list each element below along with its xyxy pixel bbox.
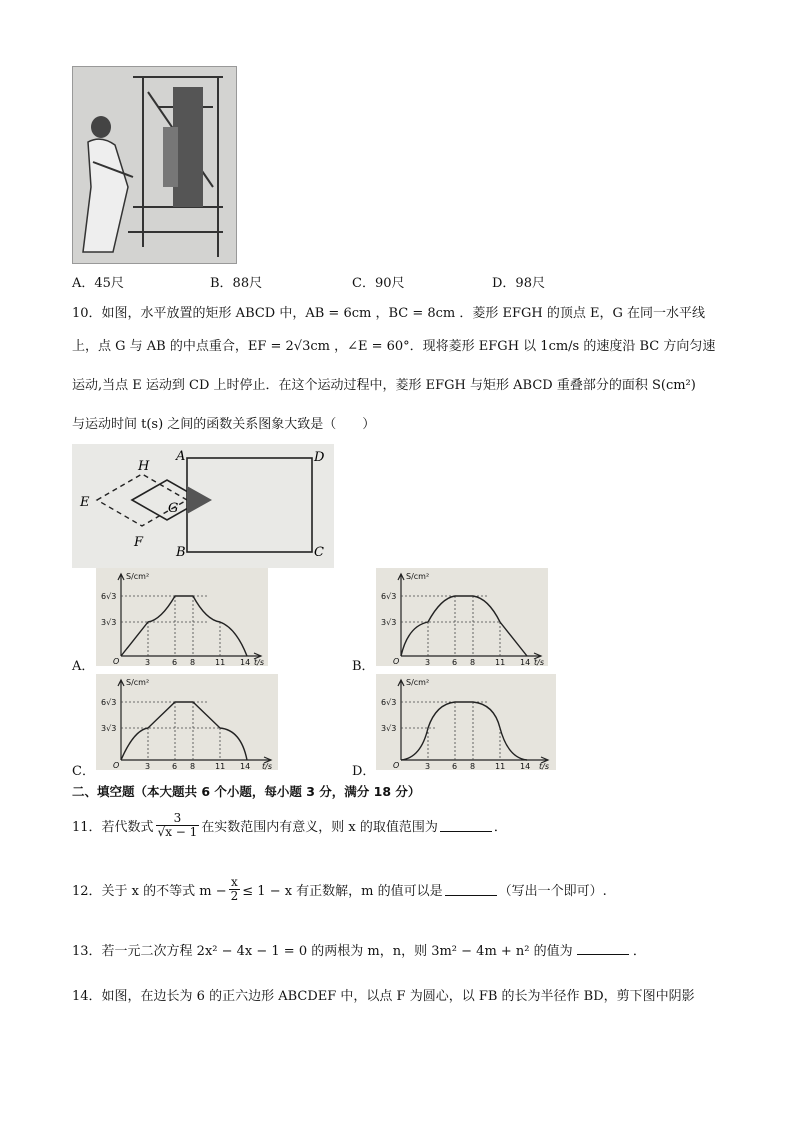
q10-line3: 运动,当点 E 运动到 CD 上时停止．在这个运动过程中，菱形 EFGH 与矩形 ABCD 重叠部分的面积 S(cm²) xyxy=(72,378,696,393)
rhombus-dashed xyxy=(97,474,187,526)
q13-text: 13．若一元二次方程 2x² − 4x − 1 = 0 的两根为 m，n，则 3m² − 4m + n² 的值为 xyxy=(72,944,573,959)
svg-text:6: 6 xyxy=(172,658,178,666)
graph-b xyxy=(376,568,548,666)
svg-text:6: 6 xyxy=(172,762,178,770)
svg-text:S/cm²: S/cm² xyxy=(126,678,150,687)
q10-line4: 与运动时间 t(s) 之间的函数关系图象大致是（ ） xyxy=(72,417,376,432)
rectangle-abcd xyxy=(187,458,312,552)
svg-text:3√3: 3√3 xyxy=(101,724,117,733)
svg-text:14: 14 xyxy=(520,762,531,770)
q11-fraction xyxy=(156,812,200,838)
svg-text:t/s: t/s xyxy=(539,762,549,770)
q9-option-d: D．98尺 xyxy=(492,276,545,291)
curve-b xyxy=(401,596,527,656)
q11 xyxy=(72,812,507,838)
svg-text:S/cm²: S/cm² xyxy=(406,572,430,581)
svg-text:3√3: 3√3 xyxy=(101,618,117,627)
svg-text:8: 8 xyxy=(190,658,196,666)
q10-figure xyxy=(72,444,334,568)
svg-text:t/s: t/s xyxy=(262,762,272,770)
label-f: F xyxy=(134,535,144,550)
q12-answer-blank[interactable] xyxy=(445,883,497,896)
svg-text:8: 8 xyxy=(190,762,196,770)
q11-end: ． xyxy=(493,819,507,835)
label-g: G xyxy=(168,501,179,516)
q9-option-a: A．45尺 xyxy=(72,276,124,291)
q12-numerator: x xyxy=(231,875,238,889)
label-a: A xyxy=(176,449,186,464)
svg-text:O: O xyxy=(393,657,400,666)
svg-text:t/s: t/s xyxy=(254,658,264,666)
svg-text:14: 14 xyxy=(520,658,531,666)
svg-text:6√3: 6√3 xyxy=(381,592,397,601)
q12-denominator: 2 xyxy=(230,888,239,903)
q12-suffix: ≤ 1 − x 有正数解，m 的值可以是 xyxy=(242,883,443,899)
graph-option-b-label: B． xyxy=(352,659,375,674)
q11-prefix: 11．若代数式 xyxy=(72,819,154,835)
q9-options xyxy=(72,272,772,290)
svg-text:6√3: 6√3 xyxy=(101,698,117,707)
q14: 14．如图，在边长为 6 的正六边形 ABCDEF 中，以点 F 为圆心，以 FB 的长为半径作 BD，剪下图中阴影 xyxy=(72,989,695,1004)
svg-text:3: 3 xyxy=(425,762,431,770)
q11-numerator: 3 xyxy=(173,811,182,825)
svg-text:11: 11 xyxy=(495,658,506,666)
q10-line1: 10．如图，水平放置的矩形 ABCD 中，AB = 6cm ，BC = 8cm ．菱形 EFGH 的顶点 E，G 在同一水平线 xyxy=(72,306,706,321)
q12-prefix: 12．关于 x 的不等式 m − xyxy=(72,883,227,899)
svg-text:11: 11 xyxy=(215,762,226,770)
loom-weaver-illustration xyxy=(72,66,237,264)
svg-text:6: 6 xyxy=(452,658,458,666)
graph-option-d-label: D． xyxy=(352,764,376,779)
q13-end: ． xyxy=(632,944,646,959)
curve-c xyxy=(121,702,247,760)
graph-a xyxy=(96,568,268,666)
svg-text:11: 11 xyxy=(215,658,226,666)
q13-answer-blank[interactable] xyxy=(577,942,629,955)
svg-text:O: O xyxy=(393,761,400,770)
svg-text:8: 8 xyxy=(470,658,476,666)
graph-option-c-label: C． xyxy=(72,764,95,779)
q9-option-c: C．90尺 xyxy=(352,276,405,291)
svg-text:t/s: t/s xyxy=(534,658,544,666)
svg-text:14: 14 xyxy=(240,658,251,666)
graph-c xyxy=(96,674,278,770)
svg-text:14: 14 xyxy=(240,762,251,770)
svg-text:S/cm²: S/cm² xyxy=(126,572,150,581)
label-e: E xyxy=(80,495,90,510)
q12 xyxy=(72,876,607,902)
q10-line2: 上，点 G 与 AB 的中点重合，EF = 2√3cm ，∠E = 60°．现将菱形 EFGH 以 1cm/s 的速度沿 BC 方向匀速 xyxy=(72,339,716,354)
svg-text:6√3: 6√3 xyxy=(381,698,397,707)
q12-fraction xyxy=(229,876,241,902)
svg-text:8: 8 xyxy=(470,762,476,770)
svg-text:O: O xyxy=(113,761,120,770)
svg-text:3: 3 xyxy=(145,658,151,666)
q12-end: （写出一个即可）. xyxy=(498,883,607,899)
graph-d xyxy=(376,674,556,770)
svg-text:3√3: 3√3 xyxy=(381,724,397,733)
graph-option-a-label: A． xyxy=(72,659,95,674)
label-c: C xyxy=(314,545,324,560)
q13 xyxy=(72,940,646,959)
curve-d xyxy=(401,702,527,760)
svg-text:6: 6 xyxy=(452,762,458,770)
curve-a xyxy=(121,596,247,656)
svg-text:O: O xyxy=(113,657,120,666)
section-heading: 二、填空题（本大题共 6 个小题，每小题 3 分，满分 18 分） xyxy=(72,784,421,799)
loom-weaver-icon xyxy=(73,67,236,263)
overlap-shaded-region xyxy=(187,486,212,514)
label-h: H xyxy=(138,459,150,474)
q9-option-b: B．88尺 xyxy=(210,276,263,291)
q11-suffix: 在实数范围内有意义，则 x 的取值范围为 xyxy=(201,819,438,835)
label-b: B xyxy=(176,545,186,560)
svg-text:3√3: 3√3 xyxy=(381,618,397,627)
label-d: D xyxy=(314,450,325,465)
svg-text:11: 11 xyxy=(495,762,506,770)
q11-answer-blank[interactable] xyxy=(440,819,492,832)
svg-text:3: 3 xyxy=(145,762,151,770)
q11-denominator: √x − 1 xyxy=(157,824,198,839)
svg-text:S/cm²: S/cm² xyxy=(406,678,430,687)
svg-text:6√3: 6√3 xyxy=(101,592,117,601)
svg-text:3: 3 xyxy=(425,658,431,666)
